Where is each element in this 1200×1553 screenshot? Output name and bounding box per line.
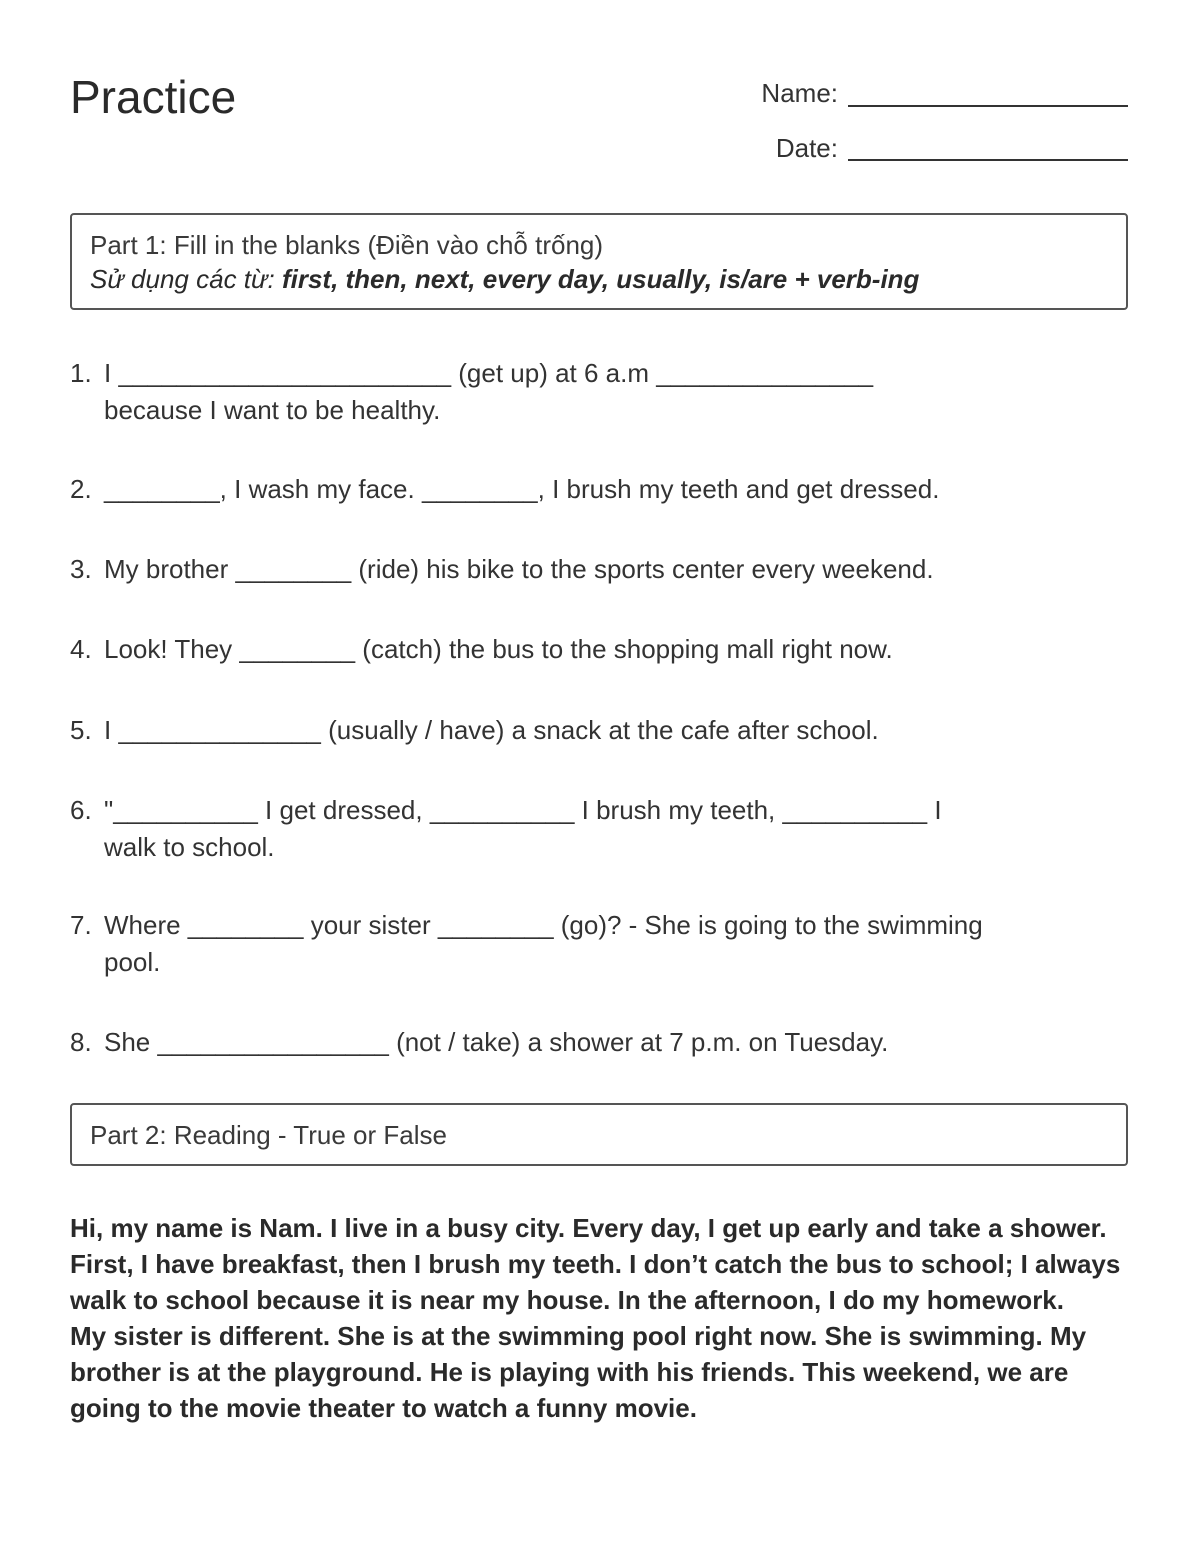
question-number: 7. <box>70 910 92 940</box>
question-number: 1. <box>70 358 92 388</box>
question-number: 5. <box>70 715 92 745</box>
question-text: Look! They ________ (catch) the bus to the shopping mall right now. <box>104 634 893 664</box>
question-4 <box>70 631 1130 668</box>
instruction-lead: Sử dụng các từ: <box>90 263 282 294</box>
name-field-row <box>718 80 1128 106</box>
question-1 <box>70 355 1130 429</box>
reading-paragraph-2: My sister is different. She is at the swimming pool right now. She is swimming. My brother is at the playground. He is playing with his friends. This weekend, we are going to the movie theater to watch a funny movie. <box>70 1321 1087 1423</box>
question-text: My brother ________ (ride) his bike to the sports center every weekend. <box>104 554 934 584</box>
date-field-row <box>718 135 1128 161</box>
question-text: ________, I wash my face. ________, I brush my teeth and get dressed. <box>104 474 940 504</box>
question-text: I ______________ (usually / have) a snack at the cafe after school. <box>104 715 879 745</box>
part2-title: Part 2: Reading - True or False <box>90 1120 447 1150</box>
question-text: I _______________________ (get up) at 6 a.m _______________ because I want to be healthy. <box>104 358 874 425</box>
question-3 <box>70 551 1130 588</box>
question-text: She ________________ (not / take) a shower at 7 p.m. on Tuesday. <box>104 1027 889 1057</box>
date-blank-line[interactable] <box>848 159 1128 161</box>
part1-box <box>70 213 1128 310</box>
page-title: Practice <box>70 71 237 123</box>
question-2 <box>70 471 1130 508</box>
instruction-words: first, then, next, every day, usually, is/are + verb-ing <box>281 263 920 294</box>
question-number: 6. <box>70 795 92 825</box>
question-number: 3. <box>70 554 92 584</box>
reading-paragraph-1: Hi, my name is Nam. I live in a busy city. Every day, I get up early and take a shower. First, I have breakfast, then I brush my teeth. I don’t catch the bus to school; I always walk to school because it is near my house. In the afternoon, I do my homework. <box>70 1213 1121 1315</box>
part1-title: Part 1: Fill in the blanks (Điền vào chỗ trống) <box>90 230 604 260</box>
question-text: Where ________ your sister ________ (go)? - She is going to the swimming pool. <box>104 910 983 977</box>
name-blank-line[interactable] <box>848 105 1128 107</box>
question-7 <box>70 907 1130 981</box>
question-number: 8. <box>70 1027 92 1057</box>
question-6 <box>70 792 1130 866</box>
question-5 <box>70 712 1130 749</box>
part1-instruction <box>90 263 1108 297</box>
name-label: Name: <box>761 78 838 108</box>
reading-passage <box>70 1210 1130 1426</box>
question-text: "__________ I get dressed, __________ I brush my teeth, __________ I walk to school. <box>104 795 942 862</box>
question-number: 2. <box>70 474 92 504</box>
part2-box <box>70 1103 1128 1166</box>
date-label: Date: <box>775 133 838 163</box>
question-number: 4. <box>70 634 92 664</box>
question-8 <box>70 1024 1130 1061</box>
